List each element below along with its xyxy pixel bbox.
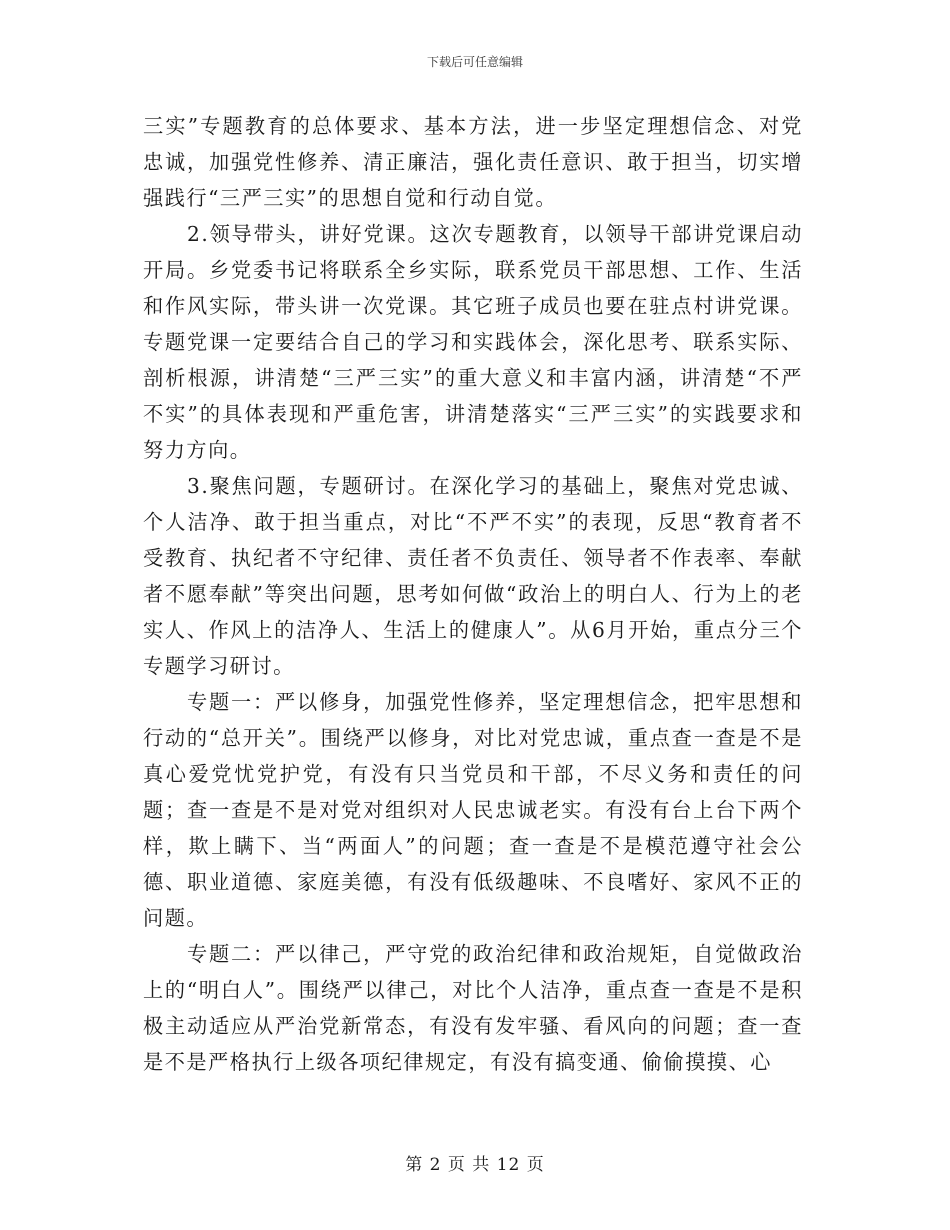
header-note: 下载后可任意编辑 xyxy=(426,55,523,69)
document-body xyxy=(143,108,803,1080)
paragraph-topic-1: 专题一：严以修身，加强党性修养，坚定理想信念，把牢思想和行动的“总开关”。围绕严以修身，对比对党忠诚，重点查一查是不是真心爱党忧党护党，有没有只当党员和干部，不尽义务和责任的问题；查一查是不是对党对组织对人民忠诚老实。有没有台上台下两个样，欺上瞒下、当“两面人”的问题；查一查是不是模范遵守社会公德、职业道德、家庭美德，有没有低级趣味、不良嗜好、家风不正的问题。 xyxy=(143,690,803,930)
paragraph-item-2: 2.领导带头，讲好党课。这次专题教育，以领导干部讲党课启动开局。乡党委书记将联系全乡实际，联系党员干部思想、工作、生活和作风实际，带头讲一次党课。其它班子成员也要在驻点村讲党课。专题党课一定要结合自己的学习和实践体会，深化思考、联系实际、剖析根源，讲清楚“三严三实”的重大意义和丰富内涵，讲清楚“不严不实”的具体表现和严重危害，讲清楚落实“三严三实”的实践要求和努力方向。 xyxy=(143,222,803,462)
paragraph-item-3: 3.聚焦问题，专题研讨。在深化学习的基础上，聚焦对党忠诚、个人洁净、敢于担当重点，对比“不严不实”的表现，反思“教育者不受教育、执纪者不守纪律、责任者不负责任、领导者不作表率、奉献者不愿奉献”等突出问题，思考如何做“政治上的明白人、行为上的老实人、作风上的洁净人、生活上的健康人”。从6月开始，重点分三个专题学习研讨。 xyxy=(143,474,803,678)
paragraph-continuation: 三实”专题教育的总体要求、基本方法，进一步坚定理想信念、对党忠诚，加强党性修养、清正廉洁，强化责任意识、敢于担当，切实增强践行“三严三实”的思想自觉和行动自觉。 xyxy=(143,114,803,210)
paragraph-topic-2: 专题二：严以律己，严守党的政治纪律和政治规矩，自觉做政治上的“明白人”。围绕严以律己，对比个人洁净，重点查一查是不是积极主动适应从严治党新常态，有没有发牢骚、看风向的问题；查一查是不是严格执行上级各项纪律规定，有没有搞变通、偷偷摸摸、心 xyxy=(143,942,803,1074)
page-number-footer: 第 2 页 共 12 页 xyxy=(405,1155,545,1175)
